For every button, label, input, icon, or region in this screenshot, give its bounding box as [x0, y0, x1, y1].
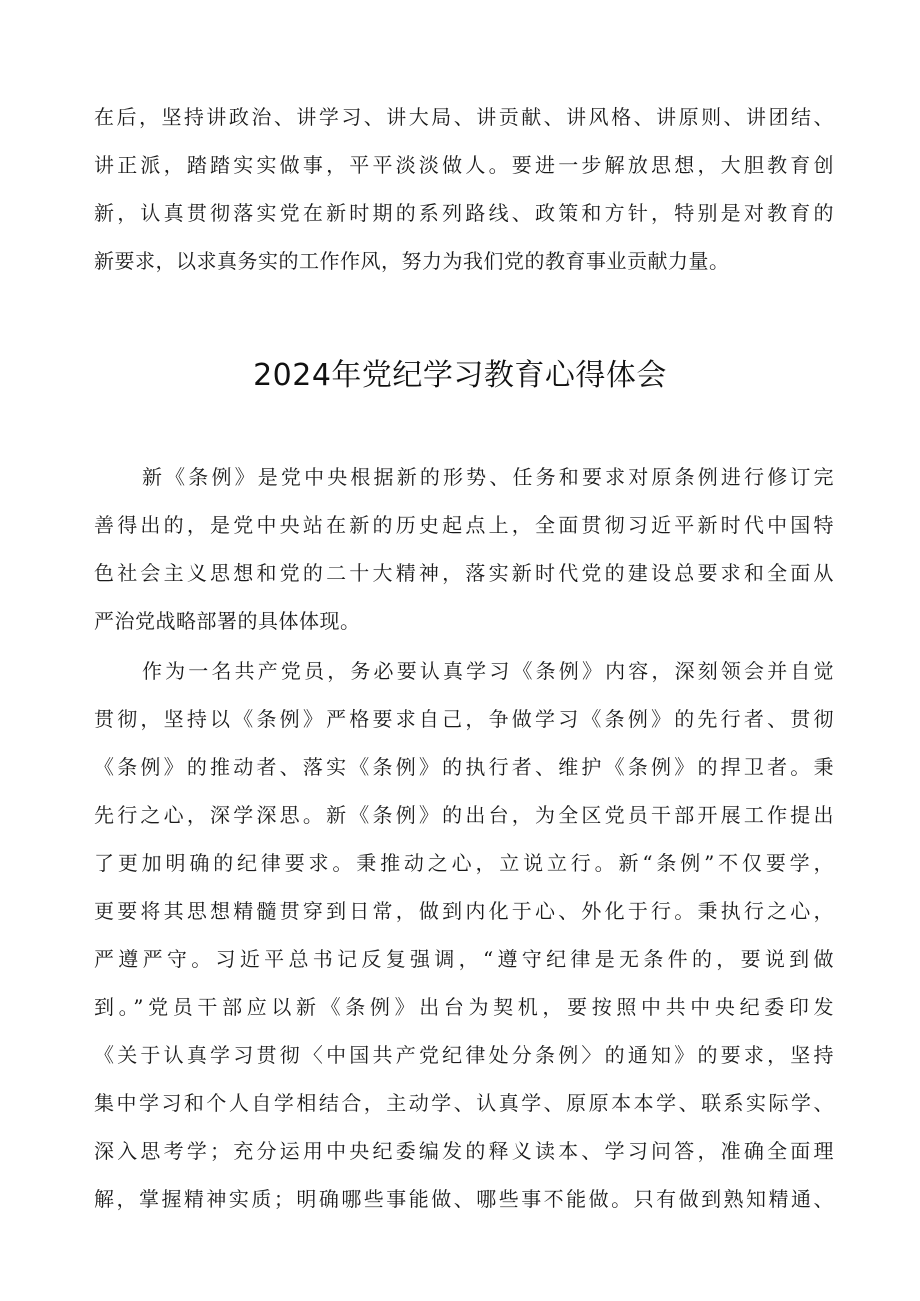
- text-line: 新，认真贯彻落实党在新时期的系列路线、政策和方针，特别是对教育的: [94, 201, 834, 225]
- text-line: 先行之心，深学深思。新《条例》的出台，为全区党员干部开展工作提出: [94, 803, 834, 827]
- text-line: 严遵严守。习近平总书记反复强调，“遵守纪律是无条件的，要说到做: [94, 947, 834, 971]
- text-line: 新要求，以求真务实的工作作风，努力为我们党的教育事业贡献力量。: [94, 249, 730, 273]
- text-line: 色社会主义思想和党的二十大精神，落实新时代党的建设总要求和全面从: [94, 561, 834, 585]
- text-line: 善得出的，是党中央站在新的历史起点上，全面贯彻习近平新时代中国特: [94, 513, 834, 537]
- text-line: 集中学习和个人自学相结合，主动学、认真学、原原本本学、联系实际学、: [94, 1091, 834, 1115]
- text-line: 《关于认真学习贯彻〈中国共产党纪律处分条例〉的通知》的要求，坚持: [94, 1043, 834, 1067]
- text-line: 贯彻，坚持以《条例》严格要求自己，争做学习《条例》的先行者、贯彻: [94, 707, 834, 731]
- text-line: 作为一名共产党员，务必要认真学习《条例》内容，深刻领会并自觉: [142, 659, 834, 683]
- text-line: 到。”党员干部应以新《条例》出台为契机，要按照中共中央纪委印发: [94, 995, 834, 1019]
- text-line: 更要将其思想精髓贯穿到日常，做到内化于心、外化于行。秉执行之心，: [94, 899, 834, 923]
- text-line: 在后，坚持讲政治、讲学习、讲大局、讲贡献、讲风格、讲原则、讲团结、: [94, 105, 834, 129]
- text-line: 新《条例》是党中央根据新的形势、任务和要求对原条例进行修订完: [142, 465, 834, 489]
- text-line: 了更加明确的纪律要求。秉推动之心，立说立行。新“条例”不仅要学，: [94, 851, 834, 875]
- document-title: 2024年党纪学习教育心得体会: [253, 358, 667, 393]
- text-line: 《条例》的推动者、落实《条例》的执行者、维护《条例》的捍卫者。秉: [94, 755, 834, 779]
- text-line: 严治党战略部署的具体体现。: [94, 609, 361, 633]
- text-line: 解，掌握精神实质；明确哪些事能做、哪些事不能做。只有做到熟知精通、: [94, 1187, 834, 1211]
- text-line: 讲正派，踏踏实实做事，平平淡淡做人。要进一步解放思想，大胆教育创: [94, 153, 834, 177]
- text-line: 深入思考学；充分运用中央纪委编发的释义读本、学习问答，准确全面理: [94, 1139, 834, 1163]
